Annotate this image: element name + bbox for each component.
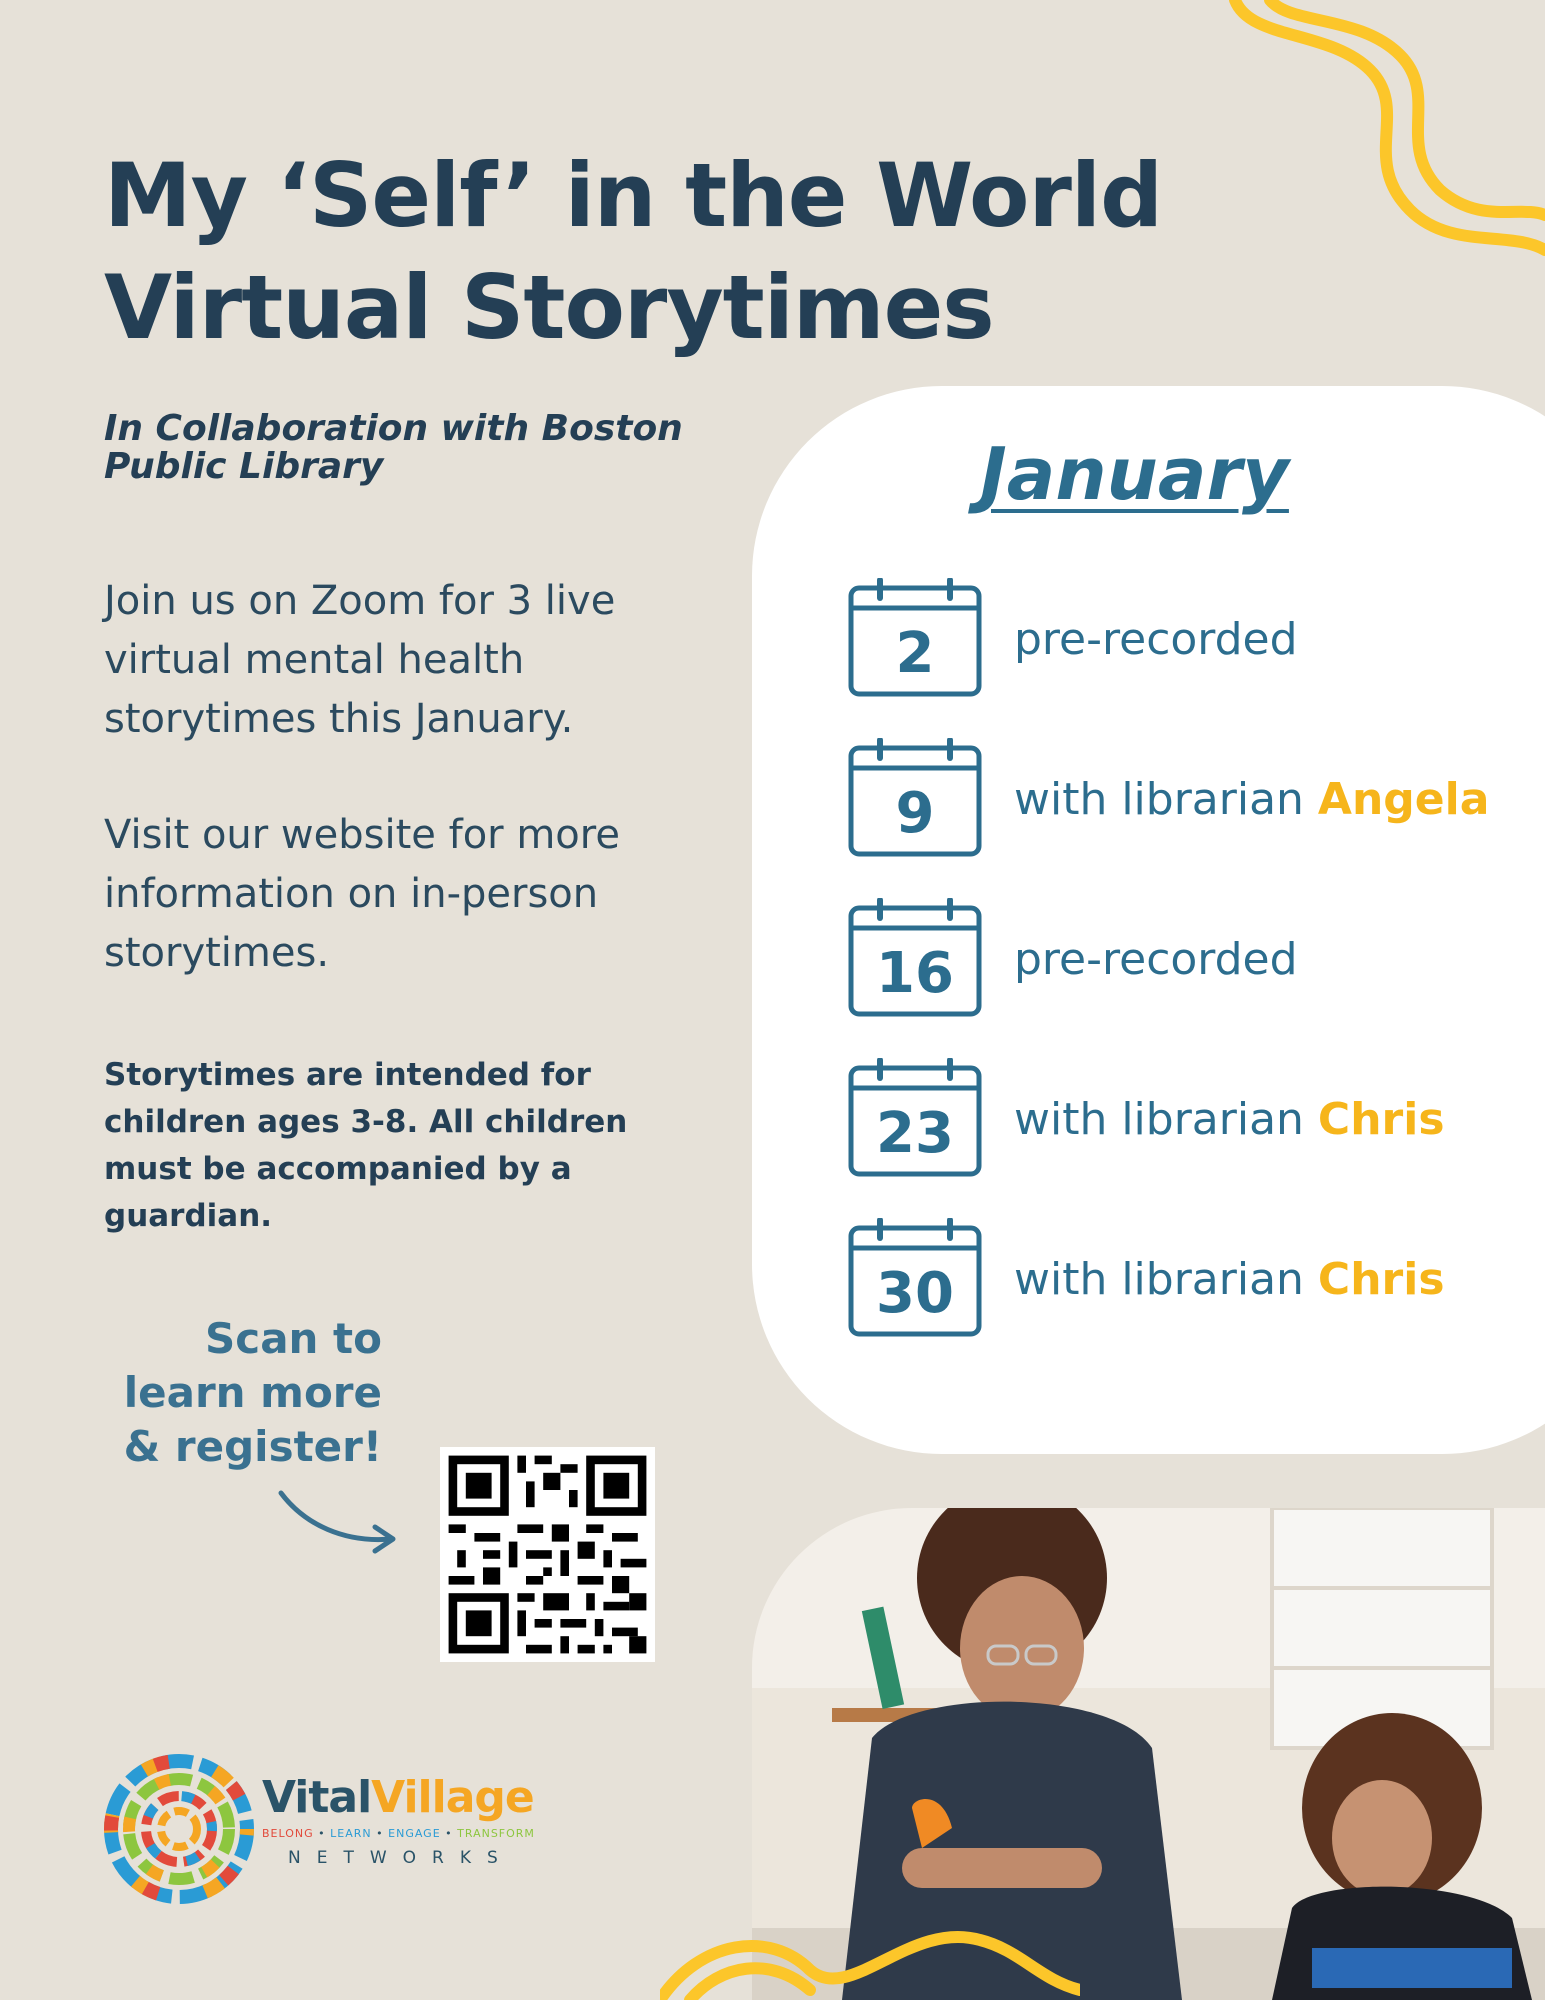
scan-line-3: & register!	[123, 1422, 382, 1471]
tag-engage: ENGAGE	[388, 1827, 441, 1840]
calendar-icon	[848, 1058, 982, 1178]
scan-prompt	[100, 1312, 382, 1474]
event-description	[1014, 774, 1489, 825]
event-text: pre-recorded	[1014, 934, 1298, 985]
intro-paragraph: Join us on Zoom for 3 live virtual mental health storytimes this January.	[104, 578, 616, 742]
vital-village-logo-icon	[102, 1752, 256, 1906]
tag-transform: TRANSFORM	[457, 1827, 535, 1840]
arrow-icon	[275, 1485, 405, 1555]
month-heading: January	[980, 432, 1289, 516]
logo-networks: NETWORKS	[288, 1848, 514, 1868]
yellow-squiggle-decoration	[660, 1910, 1080, 2000]
logo-wordmark	[262, 1772, 535, 1823]
calendar-icon	[848, 738, 982, 858]
event-text: with librarian	[1014, 1094, 1318, 1145]
event-text: pre-recorded	[1014, 614, 1298, 665]
title-line-2: Virtual Storytimes	[104, 256, 994, 359]
logo-vital: Vital	[262, 1772, 372, 1823]
calendar-icon	[848, 578, 982, 698]
event-description	[1014, 1254, 1445, 1305]
logo-tagline: BELONG • LEARN • ENGAGE • TRANSFORM	[262, 1827, 535, 1840]
event-day: 9	[895, 781, 935, 846]
title-line-1: My ‘Self’ in the World	[104, 144, 1163, 247]
event-day: 30	[876, 1261, 954, 1326]
logo-village: Village	[371, 1772, 534, 1823]
calendar-icon	[848, 1218, 982, 1338]
tag-learn: LEARN	[330, 1827, 372, 1840]
visit-paragraph: Visit our website for more information on in-person storytimes.	[104, 812, 620, 976]
scan-line-2: learn more	[123, 1368, 382, 1417]
collaboration-subtitle: In Collaboration with Boston Public Library	[104, 408, 683, 487]
yellow-squiggle-decoration	[1210, 0, 1545, 340]
tag-belong: BELONG	[262, 1827, 314, 1840]
event-description	[1014, 1094, 1445, 1145]
event-description	[1014, 614, 1298, 665]
age-notice: Storytimes are intended for children ages 3-8. All children must be accompanied by a guardian.	[104, 1057, 628, 1234]
calendar-icon	[848, 898, 982, 1018]
scan-line-1: Scan to	[205, 1314, 382, 1363]
qr-code[interactable]	[440, 1447, 655, 1662]
event-text: with librarian	[1014, 774, 1318, 825]
event-day: 16	[876, 941, 954, 1006]
librarian-name: Chris	[1317, 1254, 1445, 1305]
event-text: with librarian	[1014, 1254, 1318, 1305]
vital-village-logo	[262, 1772, 535, 1868]
page-title	[104, 140, 1204, 364]
event-day: 23	[876, 1101, 954, 1166]
event-description	[1014, 934, 1298, 985]
librarian-name: Angela	[1317, 774, 1490, 825]
librarian-name: Chris	[1317, 1094, 1445, 1145]
event-day: 2	[895, 621, 935, 686]
